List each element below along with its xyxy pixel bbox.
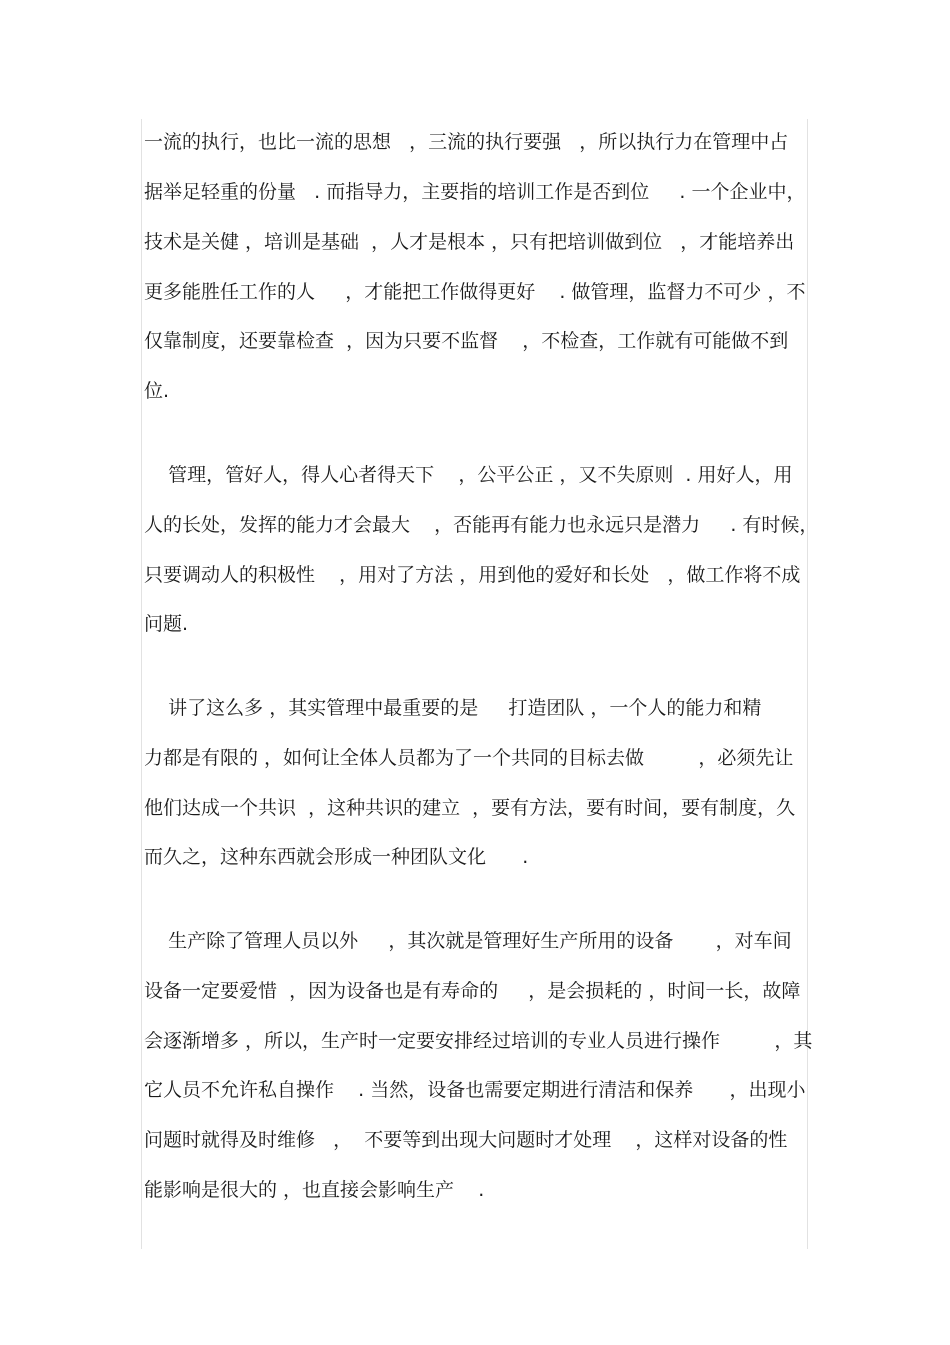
- paragraph-line: 讲了这么多 ，其实管理中最重要的是 打造团队 ，一个人的能力和精: [144, 697, 762, 719]
- paragraph-line: 会逐渐增多 ，所以，生产时一定要安排经过培训的专业人员进行操作 ，其: [144, 1030, 813, 1052]
- paragraph-line: 据举足轻重的份量 . 而指导力，主要指的培训工作是否到位 . 一个企业中，: [144, 181, 806, 203]
- paragraph-line: 位.: [144, 380, 170, 402]
- paragraph-line: 仅靠制度，还要靠检查 ，因为只要不监督 ，不检查，工作就有可能做不到: [144, 330, 789, 352]
- paragraph-line: 一流的执行，也比一流的思想 ，三流的执行要强 ，所以执行力在管理中占: [144, 131, 789, 153]
- paragraph-line: 生产除了管理人员以外 ，其次就是管理好生产所用的设备 ，对车间: [144, 930, 792, 952]
- paragraph-line: 人的长处，发挥的能力才会最大 ，否能再有能力也永远只是潜力 . 有时候，: [144, 514, 819, 536]
- paragraph-line: 管理，管好人，得人心者得天下 ，公平公正 ，又不失原则 . 用好人，用: [144, 464, 793, 486]
- paragraph-line: 问题.: [144, 613, 189, 635]
- paragraph-line: 能影响是很大的 ，也直接会影响生产 .: [144, 1179, 485, 1201]
- paragraph-line: 更多能胜任工作的人 ，才能把工作做得更好 . 做管理，监督力不可少 ，不: [144, 281, 806, 303]
- paragraph-line: 他们达成一个共识 ，这种共识的建立 ，要有方法，要有时间，要有制度，久: [144, 797, 796, 819]
- paragraph-line: 设备一定要爱惜 ，因为设备也是有寿命的 ，是会损耗的 ，时间一长，故障: [144, 980, 801, 1002]
- paragraph-line: 而久之，这种东西就会形成一种团队文化 .: [144, 846, 529, 868]
- paragraph-line: 技术是关健 ，培训是基础 ，人才是根本 ，只有把培训做到位 ，才能培养出: [144, 231, 795, 253]
- paragraph-line: 只要调动人的积极性 ，用对了方法 ，用到他的爱好和长处 ，做工作将不成: [144, 564, 801, 586]
- paragraph-line: 问题时就得及时维修 ， 不要等到出现大问题时才处理 ，这样对设备的性: [144, 1129, 788, 1151]
- paragraph-line: 它人员不允许私自操作 . 当然，设备也需要定期进行清洁和保养 ，出现小: [144, 1079, 806, 1101]
- paragraph-line: 力都是有限的 ，如何让全体人员都为了一个共同的目标去做 ，必须先让: [144, 747, 794, 769]
